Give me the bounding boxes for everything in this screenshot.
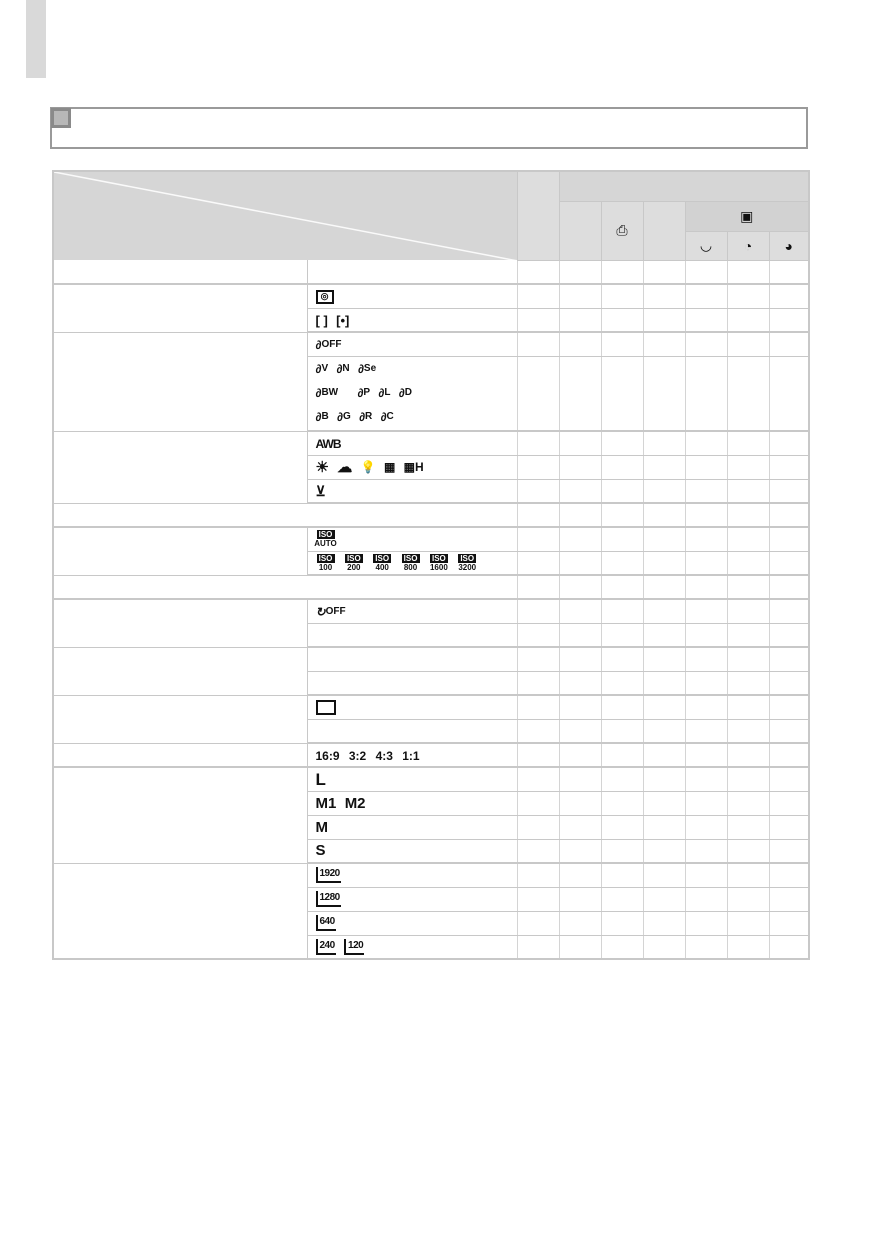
- row-label-full: [53, 503, 517, 527]
- my-colors-sepia-icon: ∂ Se: [357, 362, 377, 377]
- row-options-wb-presets: [307, 455, 517, 479]
- size-medium-icon: M: [315, 818, 328, 836]
- size-large-icon: L: [315, 769, 326, 789]
- ratio-16-9-icon: 16:9: [315, 748, 340, 763]
- movie-1280-icon: 1280: [316, 891, 341, 907]
- row-options-drive-other: [307, 719, 517, 743]
- single-shot-icon: [316, 700, 336, 715]
- evaluative-metering-icon: ◎: [316, 290, 334, 304]
- row-label-aspect-ratio: [53, 743, 307, 767]
- row-label-image-size: [53, 767, 307, 863]
- wink-timer-icon: ◔: [743, 237, 753, 254]
- row-label-my-colors: [53, 332, 307, 431]
- face-timer-icon: ◕: [784, 237, 793, 254]
- my-colors-neutral-icon: ∂ N: [336, 362, 350, 377]
- my-colors-red-icon: ∂ R: [359, 410, 373, 425]
- row-options-my-colors-presets: [307, 356, 517, 431]
- my-colors-bw-icon: ∂ BW: [315, 386, 339, 401]
- header-col-scene: [601, 201, 643, 260]
- row-options: [307, 260, 517, 284]
- ratio-1-1-icon: 1:1: [402, 748, 420, 763]
- smart-shutter-icon: ▣: [740, 207, 754, 224]
- header-smart-shutter: [685, 201, 809, 231]
- size-m2-icon: M2: [344, 794, 366, 812]
- my-colors-row-3: [316, 405, 517, 429]
- page-edge-tab: [26, 0, 46, 78]
- header-smile: [685, 231, 727, 260]
- fluorescent-h-icon: ▦H: [403, 460, 424, 475]
- scene-icon: ⎙: [616, 222, 628, 238]
- my-colors-off-icon: ∂ OFF: [315, 338, 342, 353]
- my-colors-row-1: [316, 357, 517, 381]
- section-marker-icon: [51, 108, 71, 128]
- row-options-my-colors-off: [307, 332, 517, 356]
- ratio-3-2-icon: 3:2: [348, 748, 367, 763]
- daylight-icon: ☀: [315, 458, 329, 476]
- self-timer-off-icon: ↻ OFF: [315, 605, 346, 620]
- cloudy-icon: ☁: [337, 458, 353, 476]
- my-colors-positive-icon: ∂ P: [357, 386, 371, 401]
- fluorescent-icon: ▦: [383, 460, 396, 475]
- movie-640-icon: 640: [316, 915, 336, 931]
- movie-120-icon: 120: [344, 939, 364, 955]
- row-options-timer-other: [307, 623, 517, 647]
- row-options-size-s: [307, 839, 517, 863]
- my-colors-row-2: [316, 381, 517, 405]
- movie-1920-icon: 1920: [316, 867, 341, 883]
- my-colors-vivid-icon: ∂ V: [315, 362, 329, 377]
- row-options-wb-auto: [307, 431, 517, 455]
- row-label-iso: [53, 527, 307, 575]
- iso-100-icon: ISO 100: [316, 554, 336, 572]
- size-m1-icon: M1: [315, 794, 337, 812]
- header-diagonal: [54, 172, 517, 260]
- header-col-1: [559, 201, 601, 260]
- center-weighted-metering-icon: [ ]: [315, 312, 328, 328]
- row-options-mv-640: [307, 911, 517, 935]
- row-options-blank-a1: [307, 647, 517, 671]
- row-label-blank-a: [53, 647, 307, 695]
- row-label-white-balance: [53, 431, 307, 503]
- iso-400-icon: ISO 400: [372, 554, 392, 572]
- row-label-metering: [53, 284, 307, 332]
- row-options-timer-off: [307, 599, 517, 623]
- row-options-mv-small: [307, 935, 517, 959]
- row-options-single-shot: [307, 695, 517, 719]
- my-colors-blue-icon: ∂ B: [315, 410, 329, 425]
- row-label-drive-mode: [53, 695, 307, 743]
- header-wink: [727, 231, 769, 260]
- table-corner-header: [53, 171, 517, 260]
- row-options-size-l: [307, 767, 517, 791]
- row-options-blank-a2: [307, 671, 517, 695]
- movie-240-icon: 240: [316, 939, 336, 955]
- iso-1600-icon: ISO 1600: [429, 553, 448, 572]
- spot-metering-icon: [•]: [336, 312, 350, 328]
- row-options-metering-other: [307, 308, 517, 332]
- header-col-3: [643, 201, 685, 260]
- ratio-4-3-icon: 4:3: [375, 748, 393, 763]
- row-options-wb-custom: [307, 479, 517, 503]
- header-mode-auto: [517, 171, 559, 260]
- row-options-mv-1920: [307, 863, 517, 887]
- iso-800-icon: ISO 800: [401, 554, 421, 572]
- row-label: [53, 260, 307, 284]
- iso-auto-icon: ISO AUTO: [314, 530, 337, 549]
- row-label-full-2: [53, 575, 517, 599]
- size-small-icon: S: [315, 842, 326, 860]
- smile-icon: ◡: [699, 237, 713, 253]
- custom-wb-icon: ⊻: [315, 483, 326, 500]
- section-title-bar: [50, 107, 808, 149]
- header-mode-group: [559, 171, 809, 201]
- my-colors-custom-icon: ∂ C: [380, 410, 394, 425]
- row-label-self-timer: [53, 599, 307, 647]
- tungsten-icon: 💡: [360, 460, 376, 475]
- row-options-mv-1280: [307, 887, 517, 911]
- function-availability-table: [52, 170, 810, 960]
- my-colors-green-icon: ∂ G: [337, 410, 351, 425]
- row-options-metering-eval: [307, 284, 517, 308]
- row-options-aspect-ratio: [307, 743, 517, 767]
- row-options-iso-values: [307, 551, 517, 575]
- row-options-size-m1-m2: [307, 791, 517, 815]
- row-label-movie-quality: [53, 863, 307, 959]
- iso-3200-icon: ISO 3200: [458, 553, 477, 572]
- row-options-iso-auto: [307, 527, 517, 551]
- iso-200-icon: ISO 200: [344, 554, 364, 572]
- awb-icon: AWB: [315, 437, 341, 452]
- header-face: [769, 231, 809, 260]
- my-colors-lighter-icon: ∂ L: [378, 386, 391, 401]
- row-options-size-m: [307, 815, 517, 839]
- my-colors-darker-icon: ∂ D: [398, 386, 412, 401]
